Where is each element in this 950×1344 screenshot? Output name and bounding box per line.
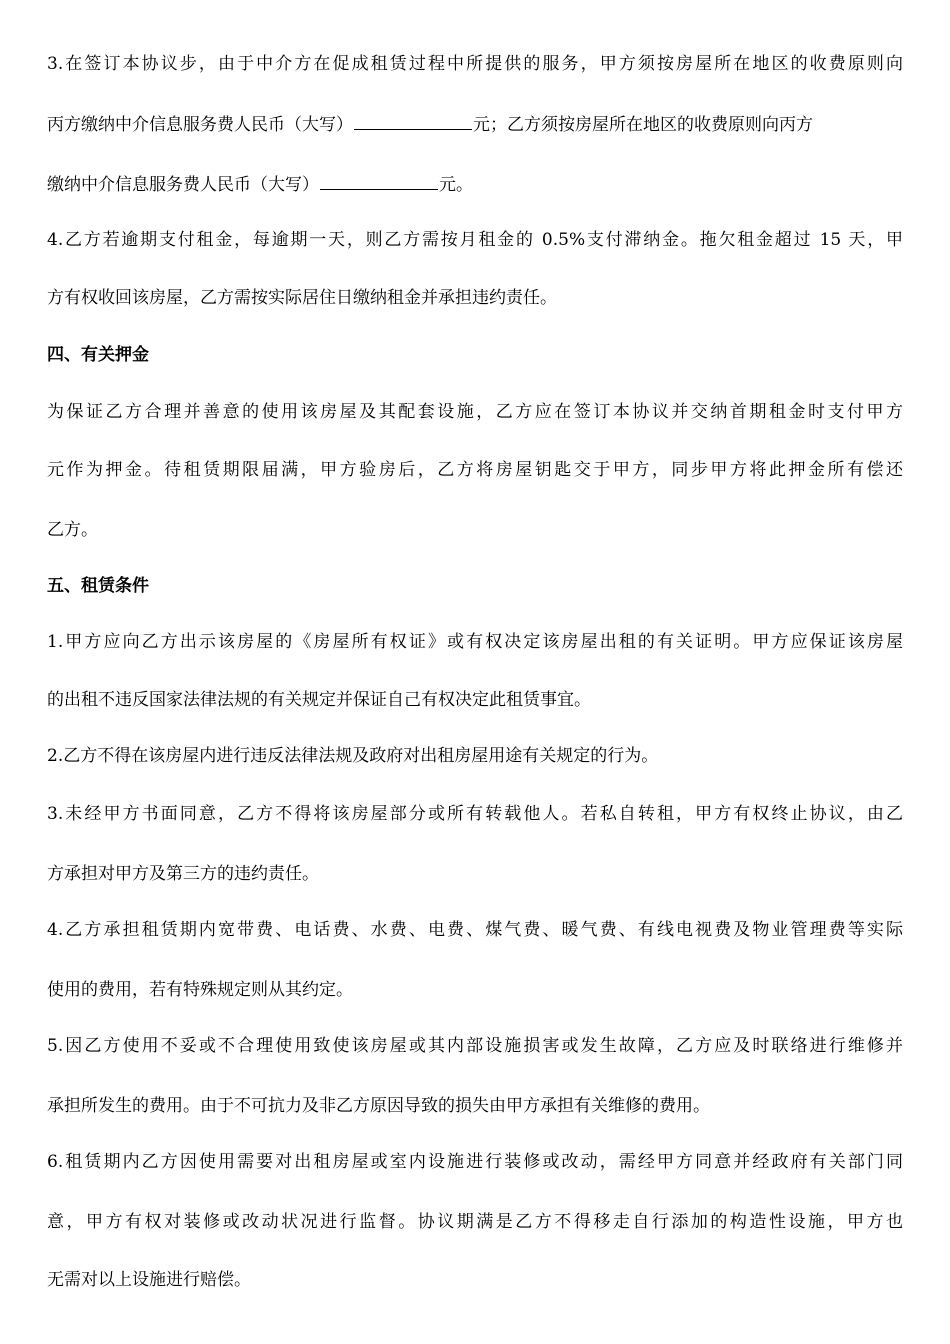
clause-3-line-1: 3.在签订本协议步，由于中介方在促成租赁过程中所提供的服务，甲方须按房屋所在地区的收费原则向 — [47, 54, 903, 74]
clause-3-line-3-text-a: 缴纳中介信息服务费人民币（大写） — [47, 175, 319, 195]
clause-4-line-1: 4.乙方若逾期支付租金，每逾期一天，则乙方需按月租金的 0.5%支付滞纳金。拖欠租金超过 15 天，甲 — [47, 230, 903, 250]
clause-3-line-3-text-b: 元。 — [439, 175, 473, 195]
clause-3-line-3 — [47, 174, 473, 195]
condition-6-line-1: 6.租赁期内乙方因使用需要对出租房屋或室内设施进行装修或改动，需经甲方同意并经政府有关部门同 — [47, 1152, 903, 1172]
condition-4-line-1: 4.乙方承担租赁期内宽带费、电话费、水费、电费、煤气费、暖气费、有线电视费及物业管理费等实际 — [47, 920, 903, 940]
condition-4-line-2: 使用的费用，若有特殊规定则从其约定。 — [47, 980, 353, 1000]
deposit-line-1: 为保证乙方合理并善意的使用该房屋及其配套设施，乙方应在签订本协议并交纳首期租金时支付甲方 — [47, 402, 903, 422]
condition-2-line-1: 2.乙方不得在该房屋内进行违反法律法规及政府对出租房屋用途有关规定的行为。 — [47, 746, 659, 766]
condition-5-line-2: 承担所发生的费用。由于不可抗力及非乙方原因导致的损失由甲方承担有关维修的费用。 — [47, 1096, 710, 1116]
condition-6-line-3: 无需对以上设施进行赔偿。 — [47, 1270, 251, 1290]
deposit-line-3: 乙方。 — [47, 520, 98, 540]
fee-blank-tenant — [320, 174, 438, 190]
clause-3-line-2 — [47, 114, 813, 135]
fee-blank-landlord — [354, 114, 472, 130]
condition-5-line-1: 5.因乙方使用不妥或不合理使用致使该房屋或其内部设施损害或发生故障，乙方应及时联络进行维修并 — [47, 1036, 903, 1056]
condition-3-line-1: 3.未经甲方书面同意，乙方不得将该房屋部分或所有转载他人。若私自转租，甲方有权终止协议，由乙 — [47, 804, 903, 824]
clause-4-line-2: 方有权收回该房屋，乙方需按实际居住日缴纳租金并承担违约责任。 — [47, 288, 557, 308]
condition-1-line-1: 1.甲方应向乙方出示该房屋的《房屋所有权证》或有权决定该房屋出租的有关证明。甲方应保证该房屋 — [47, 632, 903, 652]
clause-3-line-2-text-b: 元；乙方须按房屋所在地区的收费原则向丙方 — [473, 115, 813, 135]
condition-6-line-2: 意，甲方有权对装修或改动状况进行监督。协议期满是乙方不得移走自行添加的构造性设施，甲方也 — [47, 1212, 903, 1232]
condition-1-line-2: 的出租不违反国家法律法规的有关规定并保证自己有权决定此租赁事宜。 — [47, 690, 591, 710]
section-heading-deposit: 四、有关押金 — [47, 345, 149, 365]
section-heading-conditions: 五、租赁条件 — [47, 576, 149, 596]
clause-3-line-2-text-a: 丙方缴纳中介信息服务费人民币（大写） — [47, 115, 353, 135]
deposit-line-2: 元作为押金。待租赁期限届满，甲方验房后，乙方将房屋钥匙交于甲方，同步甲方将此押金所有偿还 — [47, 460, 903, 480]
condition-3-line-2: 方承担对甲方及第三方的违约责任。 — [47, 864, 319, 884]
